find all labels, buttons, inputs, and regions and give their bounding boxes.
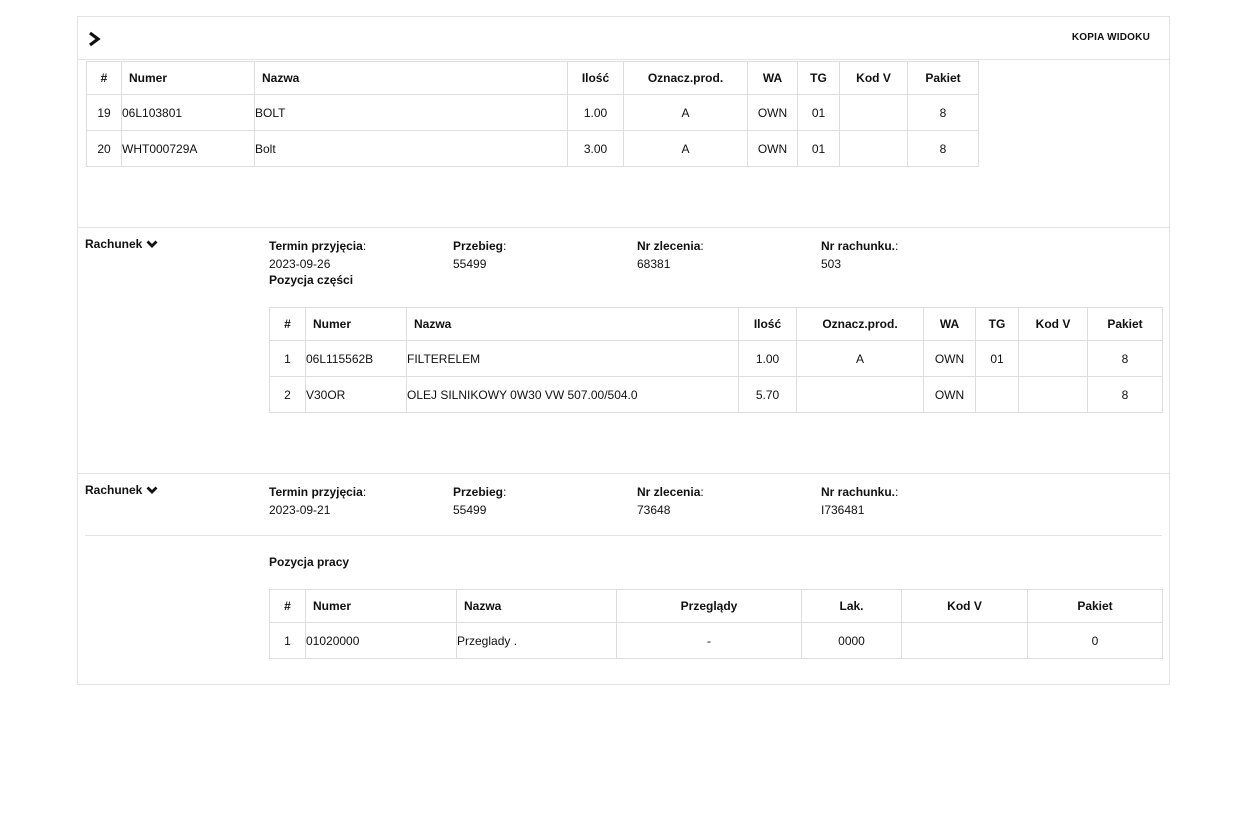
section-divider xyxy=(85,535,1162,536)
cell-index: 20 xyxy=(87,131,122,167)
cell-package: 8 xyxy=(908,95,979,131)
cell-package: 8 xyxy=(1088,341,1163,377)
field-label: Nr zlecenia : xyxy=(637,237,704,255)
col-header-package: Pakiet xyxy=(1028,590,1163,623)
invoice-panel xyxy=(77,16,1170,685)
field-value: 2023-09-21 xyxy=(269,503,331,517)
cell-number: 01020000 xyxy=(306,623,457,659)
cell-quantity: 1.00 xyxy=(739,341,797,377)
field-value: 503 xyxy=(821,257,842,271)
field-mileage xyxy=(453,483,506,519)
invoice-toggle-label: Rachunek xyxy=(85,483,143,497)
col-header-kod-v: Kod V xyxy=(1019,308,1088,341)
chevron-down-icon xyxy=(146,239,158,249)
col-header-index: # xyxy=(270,308,306,341)
chevron-right-icon[interactable] xyxy=(87,31,101,47)
field-value: 2023-09-26 xyxy=(269,257,331,271)
cell-lak: 0000 xyxy=(802,623,902,659)
col-header-package: Pakiet xyxy=(908,62,979,95)
table-row xyxy=(270,623,1163,659)
cell-kod-v xyxy=(1019,377,1088,413)
table-header-row xyxy=(270,308,1163,341)
cell-wa: OWN xyxy=(748,131,798,167)
field-label: Nr rachunku. : xyxy=(821,237,898,255)
cell-package: 8 xyxy=(908,131,979,167)
cell-package: 8 xyxy=(1088,377,1163,413)
cell-name: OLEJ SILNIKOWY 0W30 VW 507.00/504.0 xyxy=(407,377,739,413)
col-header-quantity: Ilość xyxy=(568,62,624,95)
col-header-quantity: Ilość xyxy=(739,308,797,341)
col-header-name: Nazwa xyxy=(255,62,568,95)
cell-wa: OWN xyxy=(924,341,976,377)
table-row xyxy=(270,341,1163,377)
cell-quantity: 5.70 xyxy=(739,377,797,413)
field-label: Nr zlecenia : xyxy=(637,483,704,501)
invoice-toggle[interactable] xyxy=(85,483,158,497)
cell-index: 2 xyxy=(270,377,306,413)
field-order-number xyxy=(637,483,704,519)
col-header-inspections: Przeglądy xyxy=(617,590,802,623)
col-header-name: Nazwa xyxy=(407,308,739,341)
chevron-down-icon xyxy=(146,485,158,495)
cell-number: WHT000729A xyxy=(122,131,255,167)
field-label: Termin przyjęcia : xyxy=(269,483,366,501)
cell-index: 1 xyxy=(270,623,306,659)
table-row xyxy=(87,95,979,131)
col-header-index: # xyxy=(270,590,306,623)
field-value: I736481 xyxy=(821,503,865,517)
cell-quantity: 1.00 xyxy=(568,95,624,131)
cell-package: 0 xyxy=(1028,623,1163,659)
labor-table xyxy=(269,589,1163,659)
panel-toolbar xyxy=(78,17,1169,60)
cell-product-code xyxy=(797,377,924,413)
cell-number: 06L103801 xyxy=(122,95,255,131)
cell-product-code: A xyxy=(624,131,748,167)
cell-wa: OWN xyxy=(924,377,976,413)
col-header-package: Pakiet xyxy=(1088,308,1163,341)
labor-section-title: Pozycja pracy xyxy=(269,555,350,569)
cell-index: 19 xyxy=(87,95,122,131)
invoice-section-1 xyxy=(78,227,1169,473)
field-admission-date xyxy=(269,237,366,273)
table-header-row xyxy=(87,62,979,95)
table-row xyxy=(87,131,979,167)
cell-product-code: A xyxy=(624,95,748,131)
field-label: Przebieg : xyxy=(453,483,506,501)
col-header-product-code: Oznacz.prod. xyxy=(797,308,924,341)
invoice-section-2 xyxy=(78,473,1169,684)
invoice-toggle[interactable] xyxy=(85,237,158,251)
field-order-number xyxy=(637,237,704,273)
col-header-product-code: Oznacz.prod. xyxy=(624,62,748,95)
field-label: Nr rachunku. : xyxy=(821,483,898,501)
copy-view-button[interactable]: KOPIA WIDOKU xyxy=(1071,32,1150,43)
table-row xyxy=(270,377,1163,413)
cell-name: Bolt xyxy=(255,131,568,167)
col-header-wa: WA xyxy=(748,62,798,95)
cell-wa: OWN xyxy=(748,95,798,131)
field-label: Przebieg : xyxy=(453,237,506,255)
parts-table xyxy=(269,307,1163,413)
field-label: Termin przyjęcia : xyxy=(269,237,366,255)
field-value: 73648 xyxy=(637,503,671,517)
field-invoice-number xyxy=(821,483,898,519)
col-header-tg: TG xyxy=(976,308,1019,341)
cell-number: 06L115562B xyxy=(306,341,407,377)
cell-inspections: - xyxy=(617,623,802,659)
field-invoice-number xyxy=(821,237,898,273)
cell-tg xyxy=(976,377,1019,413)
col-header-index: # xyxy=(87,62,122,95)
col-header-number: Numer xyxy=(122,62,255,95)
col-header-kod-v: Kod V xyxy=(840,62,908,95)
field-mileage xyxy=(453,237,506,273)
cell-product-code: A xyxy=(797,341,924,377)
field-value: 55499 xyxy=(453,257,487,271)
cell-index: 1 xyxy=(270,341,306,377)
cell-kod-v xyxy=(840,95,908,131)
cell-tg: 01 xyxy=(976,341,1019,377)
cell-kod-v xyxy=(840,131,908,167)
parts-section-title: Pozycja części xyxy=(269,273,354,287)
field-admission-date xyxy=(269,483,366,519)
col-header-kod-v: Kod V xyxy=(902,590,1028,623)
col-header-number: Numer xyxy=(306,590,457,623)
cell-number: V30OR xyxy=(306,377,407,413)
cell-quantity: 3.00 xyxy=(568,131,624,167)
field-value: 68381 xyxy=(637,257,671,271)
table-header-row xyxy=(270,590,1163,623)
cell-kod-v xyxy=(902,623,1028,659)
cell-tg: 01 xyxy=(798,131,840,167)
field-value: 55499 xyxy=(453,503,487,517)
cell-kod-v xyxy=(1019,341,1088,377)
cell-name: Przeglady . xyxy=(457,623,617,659)
col-header-lak: Lak. xyxy=(802,590,902,623)
parts-table-top xyxy=(86,61,979,167)
cell-tg: 01 xyxy=(798,95,840,131)
col-header-number: Numer xyxy=(306,308,407,341)
cell-name: FILTERELEM xyxy=(407,341,739,377)
col-header-wa: WA xyxy=(924,308,976,341)
cell-name: BOLT xyxy=(255,95,568,131)
col-header-tg: TG xyxy=(798,62,840,95)
invoice-toggle-label: Rachunek xyxy=(85,237,143,251)
col-header-name: Nazwa xyxy=(457,590,617,623)
